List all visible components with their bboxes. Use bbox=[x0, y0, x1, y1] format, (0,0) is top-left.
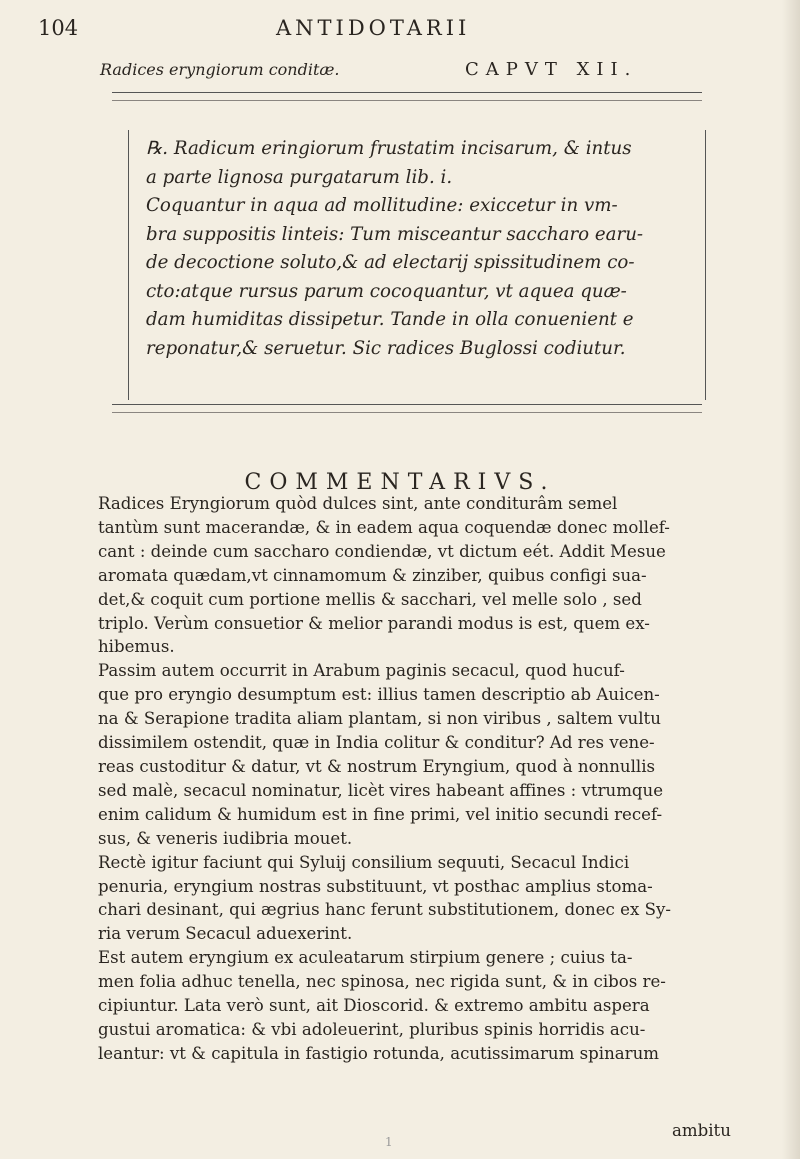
recipe-line: dam humiditas dissipetur. Tande in olla conuenient e bbox=[146, 309, 634, 330]
text-line: na & Serapione tradita aliam plantam, si non viribus , saltem vultu bbox=[98, 709, 661, 729]
text-line: enim calidum & humidum est in fine primi, vel initio secundi recef- bbox=[98, 804, 663, 824]
running-header bbox=[38, 14, 758, 50]
text-line: que pro eryngio desumptum est: illius tamen descriptio ab Auicen- bbox=[98, 685, 660, 705]
text-line: Est autem eryngium ex aculeatarum stirpium genere ; cuius ta- bbox=[98, 948, 633, 968]
bottom-rule-inner bbox=[112, 412, 702, 413]
page-number: 104 bbox=[38, 16, 79, 40]
text-line: sus, & veneris iudibria mouet. bbox=[98, 828, 353, 848]
recipe-line: Coquantur in aqua ad mollitudine: exiccetur in vm- bbox=[146, 195, 618, 216]
recipe-line: reponatur,& seruetur. Sic radices Buglossi codiutur. bbox=[146, 337, 626, 359]
running-title: ANTIDOTARII bbox=[276, 16, 471, 40]
text-line: Radices Eryngiorum quòd dulces sint, ante conditurâm semel bbox=[98, 494, 618, 513]
recipe-frame-left bbox=[128, 130, 129, 400]
text-line: aromata quædam,vt cinnamomum & zinziber, quibus configi sua- bbox=[98, 565, 647, 585]
chapter-number: CAPVT XII. bbox=[465, 59, 638, 80]
text-line: sed malè, secacul nominatur, licèt vires habeant affines : vtrumque bbox=[98, 780, 664, 800]
text-line: penuria, eryngium nostras substituunt, vt posthac amplius stoma- bbox=[98, 876, 653, 896]
text-line: reas custoditur & datur, vt & nostrum Eryngium, quod à nonnullis bbox=[98, 756, 656, 776]
recipe-line: a parte lignosa purgatarum lib. i. bbox=[146, 166, 453, 188]
text-line: chari desinant, qui ægrius hanc ferunt substitutionem, donec ex Sy- bbox=[98, 900, 671, 920]
recipe-line: cto:atque rursus parum cocoquantur, vt aquea quæ- bbox=[146, 280, 627, 302]
text-line: Rectè igitur faciunt qui Syluij consilium sequuti, Secacul Indici bbox=[98, 852, 630, 872]
commentary-body bbox=[98, 492, 726, 1066]
text-line: leantur: vt & capitula in fastigio rotunda, acutissimarum spinarum bbox=[98, 1043, 660, 1063]
text-line: gustui aromatica: & vbi adoleuerint, pluribus spinis horridis acu- bbox=[98, 1019, 646, 1039]
text-line: cant : deinde cum saccharo condiendæ, vt dictum eét. Addit Mesue bbox=[98, 541, 666, 561]
text-line: men folia adhuc tenella, nec spinosa, nec rigida sunt, & in cibos re- bbox=[98, 972, 666, 992]
footer-mark: 1 bbox=[385, 1135, 393, 1149]
text-line: ria verum Secacul aduexerint. bbox=[98, 924, 353, 944]
catchword: ambitu bbox=[672, 1121, 731, 1140]
recipe-line: ℞. Radicum eringiorum frustatim incisarum, & intus bbox=[146, 138, 632, 159]
recipe-block bbox=[146, 135, 706, 363]
recipe-line: bra suppositis linteis: Tum misceantur saccharo earu- bbox=[146, 223, 644, 245]
top-rule bbox=[112, 92, 702, 93]
chapter-subheading bbox=[100, 60, 700, 90]
recipe-line: de decoctione soluto,& ad electarij spissitudinem co- bbox=[146, 252, 635, 273]
text-line: tantùm sunt macerandæ, & in eadem aqua coquendæ donec mollef- bbox=[98, 517, 670, 537]
text-line: hibemus. bbox=[98, 637, 175, 657]
text-line: triplo. Verùm consuetior & melior parandi modus is est, quem ex- bbox=[98, 613, 650, 633]
top-rule-inner bbox=[112, 100, 702, 101]
text-line: cipiuntur. Lata verò sunt, ait Dioscorid. & extremo ambitu aspera bbox=[98, 996, 650, 1016]
bottom-rule bbox=[112, 404, 702, 405]
text-line: dissimilem ostendit, quæ in India colitur & conditur? Ad res vene- bbox=[98, 733, 655, 753]
text-line: Passim autem occurrit in Arabum paginis secacul, quod hucuf- bbox=[98, 661, 625, 681]
text-line: det,& coquit cum portione mellis & sacchari, vel melle solo , sed bbox=[98, 589, 642, 609]
commentary-heading: COMMENTARIVS. bbox=[244, 470, 556, 495]
chapter-topic: Radices eryngiorum conditæ. bbox=[100, 60, 340, 79]
